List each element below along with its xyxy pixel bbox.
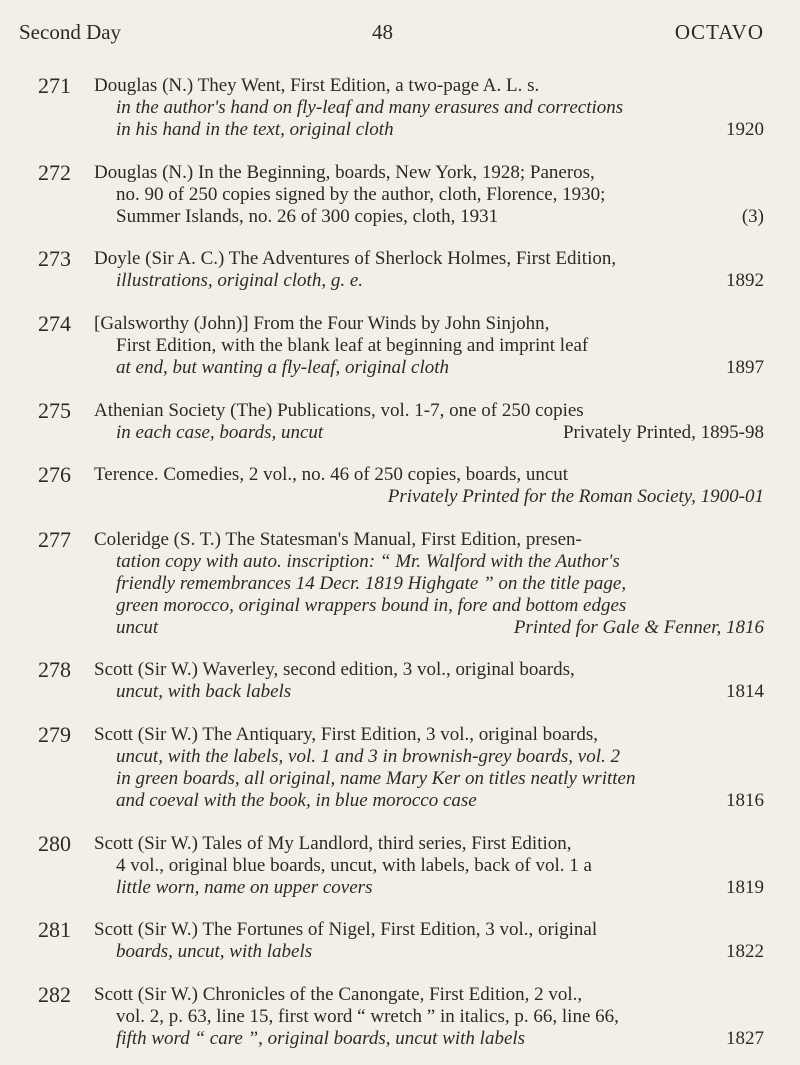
- entry-text: [94, 833, 764, 899]
- header-format: OCTAVO: [674, 20, 764, 44]
- entry-text: [94, 400, 764, 444]
- lot-number: 275: [38, 397, 71, 423]
- entry-line: and coeval with the book, in blue morocco case 1816: [116, 790, 764, 812]
- entry-date: 1822: [726, 941, 764, 963]
- entry-line: fifth word “ care ”, original boards, uncut with labels 1827: [116, 1028, 764, 1049]
- lot-number: 280: [38, 830, 71, 856]
- entry-text: [94, 659, 764, 703]
- entry-text: [94, 313, 764, 379]
- entry-text: [94, 984, 764, 1050]
- entry-line: vol. 2, p. 63, line 15, first word “ wretch ” in italics, p. 66, line 66,: [116, 1006, 619, 1027]
- entry-line: Athenian Society (The) Publications, vol. 1-7, one of 250 copies: [94, 399, 584, 421]
- entry-line: no. 90 of 250 copies signed by the author, cloth, Florence, 1930;: [116, 183, 606, 205]
- lot-number: 274: [38, 310, 71, 336]
- entry-line: little worn, name on upper covers 1819: [116, 876, 764, 898]
- entry-line: Scott (Sir W.) The Antiquary, First Edition, 3 vol., original boards,: [94, 724, 599, 746]
- entry-text: [94, 75, 764, 141]
- lot-number: 279: [38, 722, 71, 748]
- entry-text: [94, 464, 764, 508]
- entry-text: [94, 724, 764, 812]
- entry-line: Doyle (Sir A. C.) The Adventures of Sherlock Holmes, First Edition,: [94, 248, 617, 270]
- lot-number: 278: [38, 657, 71, 683]
- entry-line: Terence. Comedies, 2 vol., no. 46 of 250 copies, boards, uncut: [94, 464, 569, 486]
- entry-line: Scott (Sir W.) Waverley, second edition, 3 vol., original boards,: [94, 659, 575, 681]
- entry-text: [94, 529, 764, 639]
- entry-text: [94, 919, 764, 963]
- entry-date: (3): [741, 205, 764, 227]
- lot-number: 277: [38, 526, 71, 552]
- lot-number: 272: [38, 159, 71, 185]
- entry-date: 1814: [726, 681, 764, 703]
- entry-line: Coleridge (S. T.) The Statesman's Manual, First Edition, presen-: [94, 528, 582, 550]
- entry-text: [94, 248, 764, 292]
- entry-date: Privately Printed for the Roman Society, 1900-01: [387, 486, 764, 508]
- entry-line: in the author's hand on fly-leaf and many erasures and corrections: [116, 97, 624, 118]
- entry-line: uncut, with back labels 1814: [116, 681, 764, 703]
- entry-line: in each case, boards, uncut Privately Printed, 1895-98: [116, 421, 764, 443]
- entry-date: 1819: [726, 876, 764, 898]
- entry-text: [94, 162, 764, 228]
- lot-number: 276: [38, 462, 71, 488]
- entry-line: Scott (Sir W.) The Fortunes of Nigel, First Edition, 3 vol., original: [94, 919, 598, 941]
- lot-number: 271: [38, 73, 71, 98]
- entry-line: uncut Printed for Gale & Fenner, 1816: [116, 616, 764, 638]
- entry-line: tation copy with auto. inscription: “ Mr. Walford with the Author's: [116, 550, 620, 572]
- lot-number: 282: [38, 982, 71, 1007]
- entry-line: Scott (Sir W.) Tales of My Landlord, third series, First Edition,: [94, 832, 572, 854]
- entry-line: Scott (Sir W.) Chronicles of the Canongate, First Edition, 2 vol.,: [94, 984, 583, 1005]
- entry-date: Printed for Gale & Fenner, 1816: [513, 616, 764, 638]
- lot-number: 273: [38, 246, 71, 272]
- entry-line: First Edition, with the blank leaf at beginning and imprint leaf: [116, 334, 589, 356]
- entry-line: friendly remembrances 14 Decr. 1819 Highgate ” on the title page,: [116, 572, 627, 594]
- entry-line: Summer Islands, no. 26 of 300 copies, cloth, 1931 (3): [116, 205, 764, 227]
- entry-date: 1897: [726, 356, 764, 378]
- entry-date: 1816: [726, 790, 764, 812]
- entry-line: in his hand in the text, original cloth 1920: [116, 119, 764, 140]
- page-number: 48: [372, 20, 393, 44]
- entry-line: 4 vol., original blue boards, uncut, with labels, back of vol. 1 a: [116, 854, 592, 876]
- entry-line: boards, uncut, with labels 1822: [116, 941, 764, 963]
- entry-date: 1892: [726, 270, 764, 292]
- entry-date: 1827: [726, 1028, 764, 1049]
- entry-line: uncut, with the labels, vol. 1 and 3 in brownish-grey boards, vol. 2: [116, 746, 620, 768]
- entry-date: Privately Printed, 1895-98: [562, 421, 764, 443]
- entry-line: in green boards, all original, name Mary Ker on titles neatly written: [116, 768, 636, 790]
- entry-line: illustrations, original cloth, g. e. 1892: [116, 270, 764, 292]
- header-day: Second Day: [19, 20, 122, 44]
- entry-line: at end, but wanting a fly-leaf, original cloth 1897: [116, 356, 764, 378]
- entry-line: Douglas (N.) In the Beginning, boards, New York, 1928; Paneros,: [94, 161, 595, 183]
- entry-line: [Galsworthy (John)] From the Four Winds by John Sinjohn,: [94, 312, 550, 334]
- page-header: [0, 20, 800, 50]
- entry-line: green morocco, original wrappers bound in, fore and bottom edges: [116, 594, 627, 616]
- entry-date: 1920: [726, 119, 764, 140]
- entry-line: Douglas (N.) They Went, First Edition, a two-page A. L. s.: [94, 75, 540, 96]
- lot-number: 281: [38, 917, 71, 943]
